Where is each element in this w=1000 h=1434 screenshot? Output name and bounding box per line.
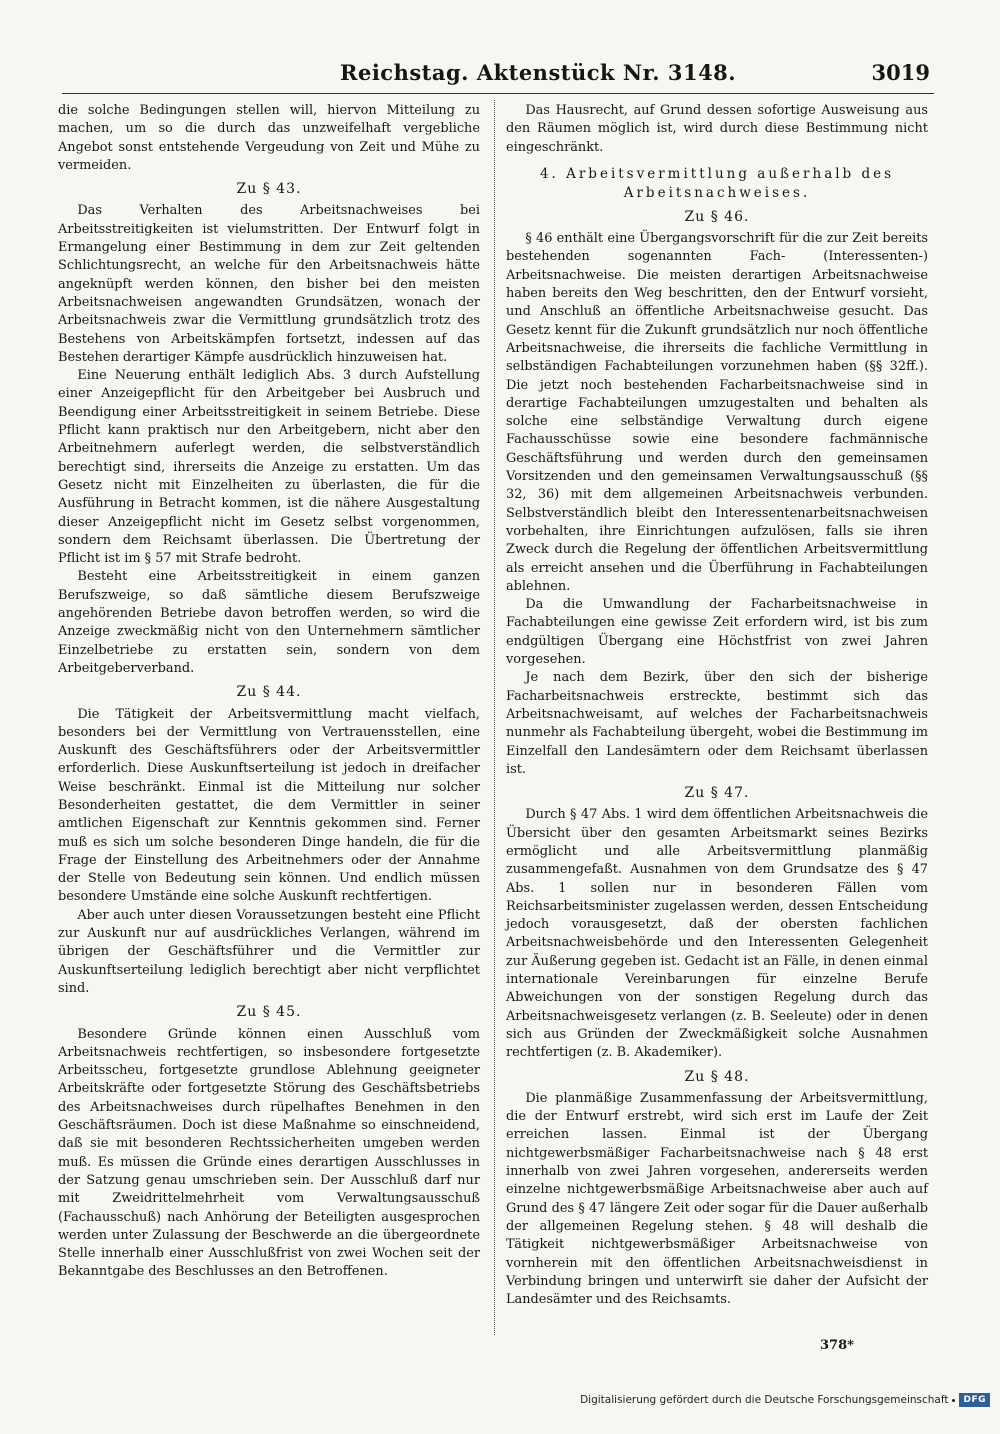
section-heading: Zu § 44. bbox=[236, 684, 302, 701]
paragraph: Aber auch unter diesen Voraussetzungen besteht eine Pflicht zur Auskunft nur auf ausdrückliches Verlangen, während im übrigen der Geschäftsführer und die Vermittler zur Auskunftserteilung lediglich berechtigt aber nicht verpflichtet sind. bbox=[58, 907, 480, 996]
paragraph: Da die Umwandlung der Facharbeitsnachweise in Fachabteilungen eine gewisse Zeit erfordern wird, ist bis zum endgültigen Übergang eine Höchstfrist von zwei Jahren vorgesehen. bbox=[506, 597, 928, 668]
chapter-heading: 4. Arbeitsvermittlung außerhalb des Arbeitsnachweises. bbox=[539, 165, 895, 201]
paragraph: Je nach dem Bezirk, über den sich der bisherige Facharbeitsnachweis erstreckte, bestimmt sich das Arbeitsnachweisamt, auf welches der Facharbeitsnachweis nunmehr als Fachabteilung übergeht, wobei die Bestimmung im Einzelfall den Landesämtern oder dem Reichsamt überlassen ist. bbox=[506, 670, 928, 777]
paragraph: § 46 enthält eine Übergangsvorschrift für die zur Zeit bereits bestehenden sogenannten Fach- (Interessenten-) Arbeitsnachweise. Die meisten derartigen Arbeitsnachweise haben bereits den Weg beschritten, den der Entwurf vorsieht, und Anschluß an öffentliche Arbeitsnachweise gesucht. Das Gesetz kennt für die Zukunft grundsätzlich nur noch öffentliche Arbeitsnachweise, die ihrerseits die fachliche Vermittlung in selbständigen Fachabteilungen vorzunehmen haben (§§ 32ff.). Die jetzt noch bestehenden Facharbeitsnachweise sind in derartige Fachabteilungen umzugestalten und behalten als solche eine selbständige Verwaltung durch eigene Fachausschüsse sowie eine besondere fachmännische Geschäftsführung und werden durch den gemeinsamen Vorsitzenden und den gemeinsamen Verwaltungsausschuß (§§ 32, 36) mit dem allgemeinen Arbeitsnachweis verbunden. Selbstverständlich bleibt den Interessentenarbeitsnachweisen vorbehalten, ihre Einrichtungen aufzulösen, falls sie ihren Zweck durch die Regelung der öffentlichen Arbeitsvermittlung als erreicht ansehen und die Überführung in Fachabteilungen ablehnen. bbox=[506, 231, 928, 594]
paragraph: Durch § 47 Abs. 1 wird dem öffentlichen Arbeitsnachweis die Übersicht über den gesamten Arbeitsmarkt seines Bezirks ermöglicht und alle Arbeitsvermittlung planmäßig zusammengefaßt. Ausnahmen von dem Grundsatze des § 47 Abs. 1 sollen nur in besonderen Fällen vom Reichsarbeitsminister zugelassen werden, dessen Entscheidung jedoch vorausgesetzt, daß der obersten fachlichen Arbeitsnachweisbehörde und den Interessenten Gelegenheit zur Äußerung gegeben ist. Gedacht ist an Fälle, in denen einmal internationale Vereinbarungen für einzelne Berufe Abweichungen von der sonstigen Regelung durch das Arbeitsnachweisgesetz verlangen (z. B. Seeleute) oder in denen sich aus Gründen der Zweckmäßigkeit solche Ausnahmen rechtfertigen (z. B. Akademiker). bbox=[506, 807, 928, 1061]
column-divider bbox=[494, 100, 495, 1335]
section-heading: Zu § 48. bbox=[684, 1068, 750, 1085]
paragraph: Das Hausrecht, auf Grund dessen sofortige Ausweisung aus den Räumen möglich ist, wird durch diese Bestimmung nicht eingeschränkt. bbox=[506, 103, 928, 155]
paragraph: Das Verhalten des Arbeitsnachweises bei Arbeitsstreitigkeiten ist vielumstritten. Der Entwurf folgt in Ermangelung einer Bestimmung in dem zur Zeit geltenden Schlichtungsrecht, an welche für den Arbeitsnachweis hätte angeknüpft werden können, den bisher bei den meisten Arbeitsnachweisen angewandten Grundsätzen, wonach der Arbeitsnachweis zwar die Vermittlung grundsätzlich trotz des Bestehens von Arbeitskämpfen fortsetzt, indessen auf das Bestehen derartiger Kämpfe ausdrücklich hinzuweisen hat. bbox=[58, 203, 480, 365]
footer-text: Digitalisierung gefördert durch die Deutsche Forschungsgemeinschaft bbox=[580, 1394, 949, 1406]
section-heading: Zu § 43. bbox=[236, 181, 302, 198]
paragraph: die solche Bedingungen stellen will, hiervon Mitteilung zu machen, um so die durch das unzweifelhaft vergebliche Angebot sonst entstehende Vergeudung von Zeit und Mühe zu vermeiden. bbox=[58, 103, 480, 173]
paragraph: Besondere Gründe können einen Ausschluß vom Arbeitsnachweis rechtfertigen, so insbesondere fortgesetzte Arbeitsscheu, fortgesetzte grundlose Ablehnung geeigneter Arbeitskräfte oder fortgesetzte Störung des Geschäftsbetriebs des Arbeitsnachweises durch rüpelhaftes Benehmen in den Geschäftsräumen. Doch ist diese Maßnahme so einschneidend, daß sie mit besonderen Rechtssicherheiten umgeben werden muß. Es müssen die Gründe eines derartigen Ausschlusses in der Satzung genau umschrieben sein. Der Ausschluß darf nur mit Zweidrittelmehrheit vom Verwaltungsausschuß (Fachausschuß) nach Anhörung der Beteiligten ausgesprochen werden unter Zulassung der Beschwerde an die übergeordnete Stelle innerhalb einer Ausschlußfrist von zwei Wochen seit der Bekanntgabe des Beschlusses an den Betroffenen. bbox=[58, 1026, 480, 1280]
page-number: 3019 bbox=[871, 60, 930, 85]
digitization-footer bbox=[580, 1393, 990, 1407]
paragraph: Die planmäßige Zusammenfassung der Arbeitsvermittlung, die der Entwurf erstrebt, wird sich erst im Laufe der Zeit erreichen lassen. Einmal ist der Übergang nichtgewerbsmäßiger Facharbeitsnachweise nach § 48 erst innerhalb von zwei Jahren vorgesehen, andererseits werden einzelne nichtgewerbsmäßige Arbeitsnachweise aber auch auf Grund des § 47 längere Zeit oder sogar für die Dauer außerhalb der allgemeinen Regelung stehen. § 48 will deshalb die Tätigkeit nichtgewerbsmäßiger Arbeitsnachweise von vornherein mit den öffentlichen Arbeitsnachweisdienst in Verbindung bringen und unterwirft sie daher der Aufsicht der Landesämter und des Reichsamts. bbox=[506, 1090, 928, 1308]
left-column bbox=[58, 102, 480, 1282]
paragraph: Eine Neuerung enthält lediglich Abs. 3 durch Aufstellung einer Anzeigepflicht für den Arbeitgeber bei Ausbruch und Beendigung einer Arbeitsstreitigkeit in seinem Betriebe. Diese Pflicht kann praktisch nur den Arbeitgebern, nicht aber den Arbeitnehmern auferlegt werden, die selbstverständlich berechtigt sind, ihrerseits die Anzeige zu erstatten. Um das Gesetz nicht mit Einzelheiten zu überlasten, die für die Ausführung in Betracht kommen, ist die nähere Ausgestaltung dieser Anzeigepflicht nicht im Gesetz selbst vorgenommen, sondern dem Reichsamt überlassen. Die Übertretung der Pflicht ist im § 57 mit Strafe bedroht. bbox=[58, 368, 480, 567]
header-rule bbox=[62, 93, 934, 94]
running-header bbox=[70, 60, 930, 90]
paragraph: Besteht eine Arbeitsstreitigkeit in einem ganzen Berufszweige, so daß sämtliche diesem Berufszweige angehörenden Betriebe davon betroffen werden, so wird die Anzeige zweckmäßig nicht von den Unternehmern sämtlicher Einzelbetriebe zu erstatten sein, sondern von dem Arbeitgeberverband. bbox=[58, 569, 480, 676]
section-heading: Zu § 45. bbox=[236, 1004, 302, 1021]
section-heading: Zu § 47. bbox=[684, 785, 750, 802]
header-title: Reichstag. Aktenstück Nr. 3148. bbox=[340, 60, 737, 85]
section-heading: Zu § 46. bbox=[684, 208, 750, 225]
right-column bbox=[506, 102, 928, 1309]
paragraph: Die Tätigkeit der Arbeitsvermittlung macht vielfach, besonders bei der Vermittlung von Vertrauensstellen, eine Auskunft des Geschäftsführers oder der Arbeitsvermittler erforderlich. Diese Auskunftserteilung ist jedoch in dreifacher Weise beschränkt. Einmal ist die Mitteilung nur solcher Besonderheiten gestattet, die dem Vermittler in seiner amtlichen Eigenschaft zur Kenntnis gekommen sind. Ferner muß es sich um solche besonderen Dinge handeln, die für die Frage der Einstellung des Arbeitnehmers oder der Annahme der Stelle von Bedeutung sein können. Und endlich müssen besondere Umstände eine solche Auskunft rechtfertigen. bbox=[58, 706, 480, 905]
sheet-signature: 378* bbox=[820, 1338, 854, 1353]
separator-dot bbox=[952, 1399, 955, 1402]
dfg-logo: DFG bbox=[959, 1393, 990, 1407]
